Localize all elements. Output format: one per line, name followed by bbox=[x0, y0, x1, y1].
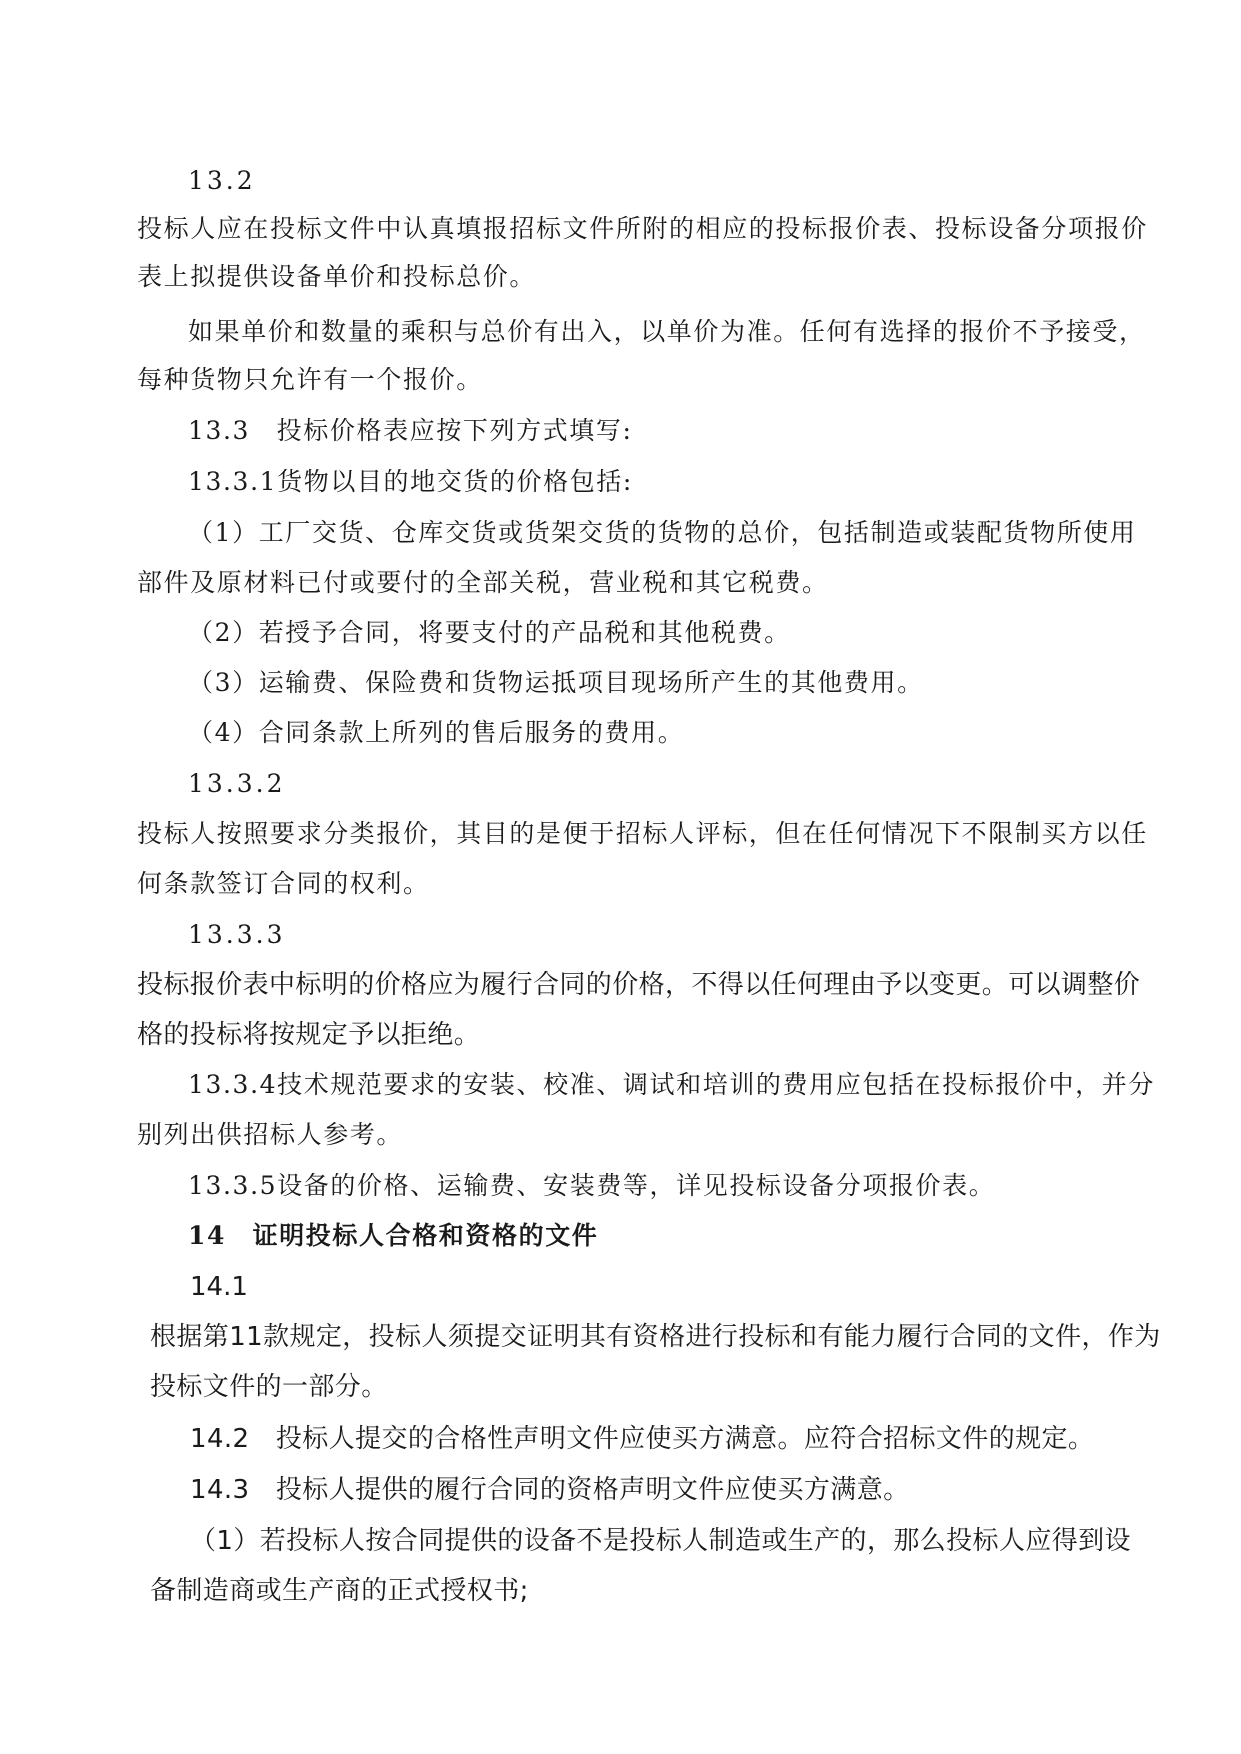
clause-13-3-4-line-1: 13.3.4技术规范要求的安装、校准、调试和培训的费用应包括在投标报价中，并分 bbox=[188, 1070, 1155, 1099]
clause-13-3-3-line-1: 投标报价表中标明的价格应为履行合同的价格，不得以任何理由予以变更。可以调整价 bbox=[137, 970, 1141, 1000]
clause-13-3-5: 13.3.5设备的价格、运输费、安装费等，详见投标设备分项报价表。 bbox=[188, 1171, 996, 1200]
unit-price-rule-line-1: 如果单价和数量的乘积与总价有出入，以单价为准。任何有选择的报价不予接受， bbox=[188, 317, 1146, 346]
clause-13-3-2-line-1: 投标人按照要求分类报价，其目的是便于招标人评标，但在任何情况下不限制买方以任 bbox=[137, 819, 1148, 848]
clause-14-1-line-1: 根据第11款规定，投标人须提交证明其有资格进行投标和有能力履行合同的文件，作为 bbox=[150, 1322, 1161, 1352]
item-4: （4）合同条款上所列的售后服务的费用。 bbox=[188, 718, 685, 747]
item-2: （2）若授予合同，将要支付的产品税和其他税费。 bbox=[188, 618, 791, 647]
item-1-line-2: 部件及原材料已付或要付的全部关税，营业税和其它税费。 bbox=[137, 568, 829, 597]
clause-14-1-line-2: 投标文件的一部分。 bbox=[150, 1372, 388, 1402]
clause-14-3-item-1-line-1: （1）若投标人按合同提供的设备不是投标人制造或生产的，那么投标人应得到设 bbox=[190, 1526, 1131, 1556]
item-3: （3）运输费、保险费和货物运抵项目现场所产生的其他费用。 bbox=[188, 668, 924, 697]
clause-14-1-number: 14.1 bbox=[190, 1272, 248, 1302]
clause-13-2-line-2: 表上拟提供设备单价和投标总价。 bbox=[137, 262, 537, 291]
clause-13-2-line-1: 投标人应在投标文件中认真填报招标文件所附的相应的投标报价表、投标设备分项报价 bbox=[137, 214, 1148, 243]
clause-13-3-3-number: 13.3.3 bbox=[188, 920, 286, 949]
clause-13-3-4-line-2: 别列出供招标人参考。 bbox=[137, 1120, 404, 1149]
unit-price-rule-line-2: 每种货物只允许有一个报价。 bbox=[137, 365, 483, 394]
clause-13-3-2-line-2: 何条款签订合同的权利。 bbox=[137, 869, 430, 898]
clause-13-3-3-line-2: 格的投标将按规定予以拒绝。 bbox=[137, 1020, 481, 1050]
clause-13-3-heading: 13.3 投标价格表应按下列方式填写: bbox=[188, 416, 633, 445]
clause-13-3-1: 13.3.1货物以目的地交货的价格包括: bbox=[188, 467, 633, 496]
clause-14-2: 14.2 投标人提交的合格性声明文件应使买方满意。应符合招标文件的规定。 bbox=[190, 1424, 1095, 1454]
section-14-heading: 14 证明投标人合格和资格的文件 bbox=[188, 1221, 599, 1250]
clause-14-3: 14.3 投标人提供的履行合同的资格声明文件应使买方满意。 bbox=[190, 1475, 910, 1505]
clause-13-2-number: 13.2 bbox=[188, 166, 256, 195]
item-1-line-1: （1）工厂交货、仓库交货或货架交货的货物的总价，包括制造或装配货物所使用 bbox=[188, 518, 1137, 547]
clause-13-3-2-number: 13.3.2 bbox=[188, 769, 286, 798]
clause-14-3-item-1-line-2: 备制造商或生产商的正式授权书; bbox=[150, 1576, 529, 1606]
